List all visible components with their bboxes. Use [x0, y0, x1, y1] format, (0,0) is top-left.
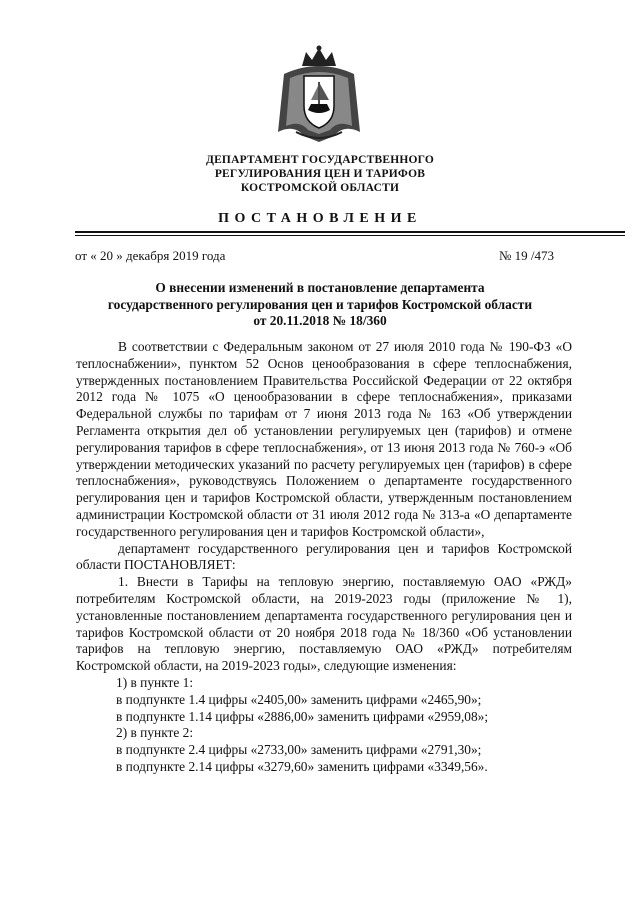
list-item: 1) в пункте 1:	[116, 674, 194, 690]
department-name-line: КОСТРОМСКОЙ ОБЛАСТИ	[240, 182, 400, 194]
coat-of-arms-icon	[274, 44, 364, 144]
document-body	[76, 339, 572, 776]
list-item: в подпункте 2.14 цифры «3279,60» заменить цифрами «3349,56».	[116, 758, 488, 774]
clause-1-paragraph: 1. Внести в Тарифы на тепловую энергию, поставляемую ОАО «РЖД» потребителям Костромской области, на 2019-2023 годы (приложение № 1), установленные постановлением департамента государственного регулирования цен и тарифов Костромской области от 20 ноября 2018 года № 18/360 «Об установлении тарифов на тепловую энергию, поставляемую ОАО «РЖД» потребителям Костромской области, на 2019-2023 годы», следующие изменения:	[76, 574, 572, 674]
document-type-heading: ПОСТАНОВЛЕНИЕ	[218, 211, 422, 226]
title-line: от 20.11.2018 № 18/360	[253, 313, 387, 328]
department-name-line: РЕГУЛИРОВАНИЯ ЦЕН И ТАРИФОВ	[214, 168, 426, 180]
document-date: от « 20 » декабря 2019 года	[75, 248, 226, 263]
preamble-paragraph: В соответствии с Федеральным законом от 27 июля 2010 года № 190-ФЗ «О теплоснабжении», пунктом 52 Основ ценообразования в сфере теплоснабжения, утвержденных постановлением Правительства Российской Федерации от 22 октября 2012 года № 1075 «О ценообразовании в сфере теплоснабжения», приказами Федеральной службы по тарифам от 7 июня 2013 года № 163 «Об утверждении Регламента открытия дел об установлении регулируемых цен (тарифов) и отмене регулирования тарифов в сфере теплоснабжения», от 13 июня 2013 года № 760-э «Об утверждении методических указаний по расчету регулируемых цен (тарифов) в сфере теплоснабжения», руководствуясь Положением о департаменте государственного регулирования цен и тарифов Костромской области, утвержденным постановлением администрации Костромской области от 31 июля 2012 года № 313-а «О департаменте государственного регулирования цен и тарифов Костромской области»,	[76, 339, 572, 539]
resolution-paragraph: департамент государственного регулирования цен и тарифов Костромской области ПОСТАНОВЛЯЕТ:	[76, 540, 572, 573]
list-item: в подпункте 2.4 цифры «2733,00» заменить цифрами «2791,30»;	[116, 742, 482, 758]
department-name-line: ДЕПАРТАМЕНТ ГОСУДАРСТВЕННОГО	[205, 154, 435, 166]
title-line: государственного регулирования цен и тарифов Костромской области	[107, 296, 533, 312]
list-item: 2) в пункте 2:	[116, 725, 194, 741]
header-divider-thin	[75, 235, 625, 236]
document-number: № 19 /473	[498, 248, 554, 263]
list-item: в подпункте 1.14 цифры «2886,00» заменить цифрами «2959,08»;	[116, 708, 489, 724]
list-item: в подпункте 1.4 цифры «2405,00» заменить цифрами «2465,90»;	[116, 691, 482, 707]
document-title	[60, 280, 580, 330]
header-divider-thick	[75, 231, 625, 233]
title-line: О внесении изменений в постановление департамента	[155, 280, 485, 295]
department-name	[120, 153, 520, 195]
